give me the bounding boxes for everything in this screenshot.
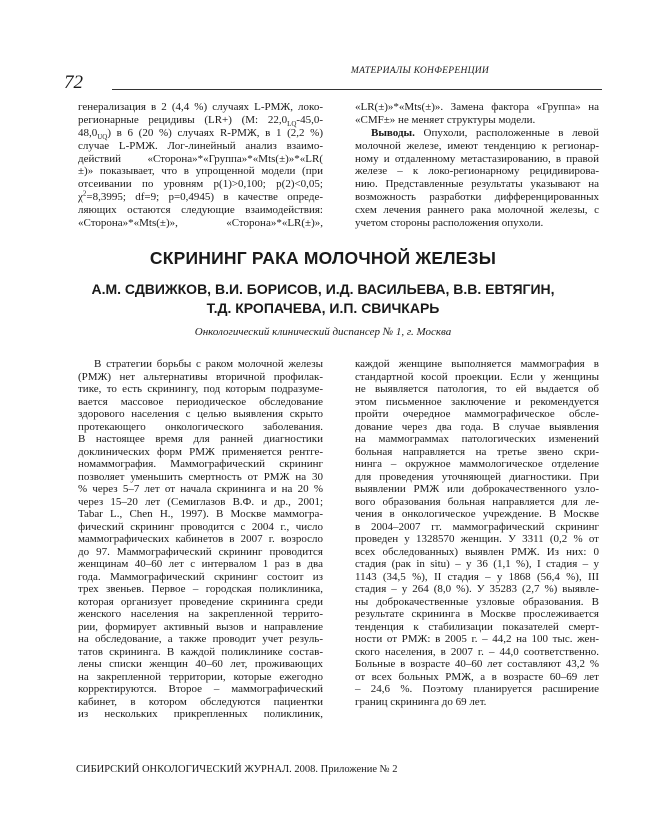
text-line: фический скрининг проводится с 2004 г., число [78, 520, 323, 533]
text-line: номаммография. Маммографический скрининг [78, 458, 323, 470]
text-line: этом письменное заключение и рекомендуется [355, 395, 599, 408]
text-line: лены списки женщин 40–60 лет, проживающих [78, 658, 323, 670]
text-line: женского населения на закрепленной террито- [78, 608, 323, 620]
text-line: кабинет, в котором обследуются пациентки [78, 695, 323, 708]
text-line: нию. Представленные результаты указывают на [355, 178, 599, 191]
text-line: из нескольких прикрепленных поликлиник, [78, 708, 323, 720]
previous-article-left-column [78, 101, 323, 230]
text-line: стадия – у 264 (8,0 %). У 35283 (2,7 %) выявле- [355, 583, 599, 595]
text-line: до 97. Маммографический скрининг проводится [78, 545, 323, 558]
text-line: которая организует проведение скрининга среди [78, 595, 323, 608]
text-line: пройти очередное маммографическое обсле- [355, 408, 599, 420]
article-body-left-column [78, 358, 323, 721]
text-line: чения в онкологическое учреждение. В Москве [355, 508, 599, 520]
text-line: границ скрининга до 69 лет. [355, 695, 487, 708]
text-line: действий «Сторона»*«Группа»*«Mts(±)»*«LR( [78, 152, 323, 165]
text-line: «LR(±)»*«Mts(±)». Замена фактора «Группа» на [355, 101, 599, 113]
text-line: генерализация в 2 (4,4 %) случаях L-РМЖ, локо- [78, 101, 323, 113]
text-line: доклинических форм РМЖ применяется рентге- [78, 445, 323, 458]
text-line: татов скрининга. В каждой поликлинике состав- [78, 645, 323, 658]
text-line: отсеивании по уровням p(1)>0,100; p(2)<0,05; [78, 178, 323, 191]
text-line: В настоящее время для ранней диагностики [78, 433, 323, 445]
text-line: % через 5–7 лет от начала скрининга и на 20 % [78, 483, 323, 495]
text-line: не выявляется патология, то ей выдается об [355, 383, 599, 395]
article-authors-line-2: Т.Д. КРОПАЧЕВА, И.П. СВИЧКАРЬ [206, 300, 440, 316]
text-line: Tabar L., Chen H., 1997). В Москве маммогра- [78, 508, 323, 520]
text-line: женщинам 40–60 лет с интервалом 1 раз в два [78, 558, 323, 570]
text-line: ского населения, в 2007 г. – 44,0 соответственно. [355, 645, 599, 658]
text-line: в 2004–2007 гг. маммографический скрининг [355, 520, 599, 533]
text-line: 1143 (34,5 %), II стадия – у 1868 (56,4 %), III [355, 570, 599, 583]
text-line: ны доброкачественные узловые образования. В [355, 595, 599, 608]
text-line: всех обследованных) выявлен РМЖ. Из них: 0 [355, 545, 599, 558]
article-body-right-column [355, 358, 599, 708]
article-affiliation: Онкологический клинический диспансер № 1, г. Москва [194, 326, 452, 338]
text-line: позволяет уменьшить смертность от РМЖ на 30 [78, 470, 323, 483]
text-line: тенденция к стабилизации показателей смерт- [355, 620, 599, 633]
text-line: корректируются. Второе – маммографический [78, 683, 323, 695]
text-line: молочной железе, имеют тенденцию к регионар- [355, 139, 599, 152]
text-line: Выводы. Опухоли, расположенные в левой [371, 126, 599, 139]
journal-footer: СИБИРСКИЙ ОНКОЛОГИЧЕСКИЙ ЖУРНАЛ. 2008. Приложение № 2 [76, 764, 398, 775]
text-line: на маммограммах патологических изменений [355, 433, 599, 445]
article-authors-line-1: А.М. СДВИЖКОВ, В.И. БОРИСОВ, И.Д. ВАСИЛЬЕВА, В.В. ЕВТЯГИН, [91, 281, 555, 297]
text-line: стандартной косой проекции. Если у женщины [355, 370, 599, 383]
text-line: от всех больных РМЖ, а в возрасте 60–69 лет [355, 670, 599, 683]
header-rule [112, 89, 602, 90]
text-line: на закрепленной территории, которые ежегодно [78, 670, 323, 683]
text-line: проведен у 1328570 женщин. У 3311 (0,2 % от [355, 533, 599, 545]
text-line: года. Маммографический скрининг состоит из [78, 570, 323, 583]
text-line: учетом стороны расположения опухоли. [355, 217, 544, 230]
text-line: больная направляется на третье звено скри- [355, 445, 599, 458]
text-line: случае L-РМЖ. Лог-линейный анализ взаимо- [78, 139, 323, 152]
text-line: регионарные рецидивы (LR+) (M: $22,0_{LQ}-45,0-$ [78, 113, 323, 129]
text-line: железе – к локо-регионарному рецидивирова- [355, 165, 599, 178]
text-line: тике, то есть скринингу, под которым подразуме- [78, 383, 323, 395]
text-line: «CMF±» не меняет структуры модели. [355, 113, 536, 126]
text-line: рии, формирует активный вызов и направление [78, 620, 323, 633]
text-line: нинга – окружное маммологическое отделение [355, 458, 599, 470]
text-line: (РМЖ) нет альтернативы вторичной профилак- [78, 370, 323, 383]
text-line: результате скрининга в Москве прослеживается [355, 608, 599, 620]
article-title: СКРИНИНГ РАКА МОЛОЧНОЙ ЖЕЛЕЗЫ [149, 248, 497, 268]
subscript: LQ [287, 120, 297, 129]
text-line: схем лечения раннего рака молочной железы, с [355, 204, 599, 217]
text-line: каждой женщине выполняется маммография в [355, 358, 599, 370]
text-line: протекающего онкологического заболевания. [78, 420, 323, 433]
text-line: ному и отдаленному метастазированию, в правой [355, 152, 599, 165]
text-line: выявлении РМЖ или доброкачественного узло- [355, 483, 599, 495]
text-line: $48,0_{UQ}$) в 6 (20 %) случаях R-РМЖ, в 1 (2,2 %) [78, 126, 323, 141]
text-line: ности от РМЖ: в 2005 г. – 44,2 на 100 тыс. жен- [355, 633, 599, 645]
page-number: 72 [64, 72, 83, 93]
text-line: вается массовое периодическое обследование [78, 395, 323, 408]
running-head: МАТЕРИАЛЫ КОНФЕРЕНЦИИ [350, 66, 490, 76]
text-line: ±)» показывает, что в упрощенной модели (при [78, 165, 323, 178]
text-line: Больные в возрасте 40–60 лет составляют 43,2 % [355, 658, 599, 670]
text-line: «Сторона»*«Mts(±)», «Сторона»*«LR(±)», [78, 217, 323, 230]
text-line: возможность разработки дифференцированных [355, 191, 599, 204]
subscript: UQ [97, 132, 108, 141]
text-line: В стратегии борьбы с раком молочной железы [94, 358, 323, 370]
text-line: вого образования больная направляется для ле- [355, 495, 599, 508]
text-line: дование через два года. В случае выявления [355, 420, 599, 433]
text-line: трех звеньев. Первое – городская поликлиника, [78, 583, 323, 595]
supscript: 2 [82, 189, 87, 198]
text-line: стадия (рак in situ) – у 36 (1,1 %), I стадия – у [355, 558, 599, 570]
text-line: на обследование, а также проводит учет резуль- [78, 633, 323, 645]
bold-run: Выводы. [371, 126, 415, 139]
previous-article-right-column [355, 101, 599, 230]
text-line: $\chi^2=8,3995$; df=9; p=0,4945) в качестве опреде- [78, 189, 323, 204]
text-line: через 15–20 лет (Семиглазов В.Ф. и др., 2001; [78, 495, 323, 508]
text-line: ляющих остаются следующие взаимодействия: [78, 204, 323, 217]
text-line: – 24,6 %. Поэтому планируется расширение [355, 683, 599, 695]
text-line: для проведения уточняющей диагностики. При [355, 470, 599, 483]
text-line: маммографических кабинетов в 2007 г. возросло [78, 533, 323, 545]
text-line: здорового населения с целью выявления скрыто [78, 408, 323, 420]
